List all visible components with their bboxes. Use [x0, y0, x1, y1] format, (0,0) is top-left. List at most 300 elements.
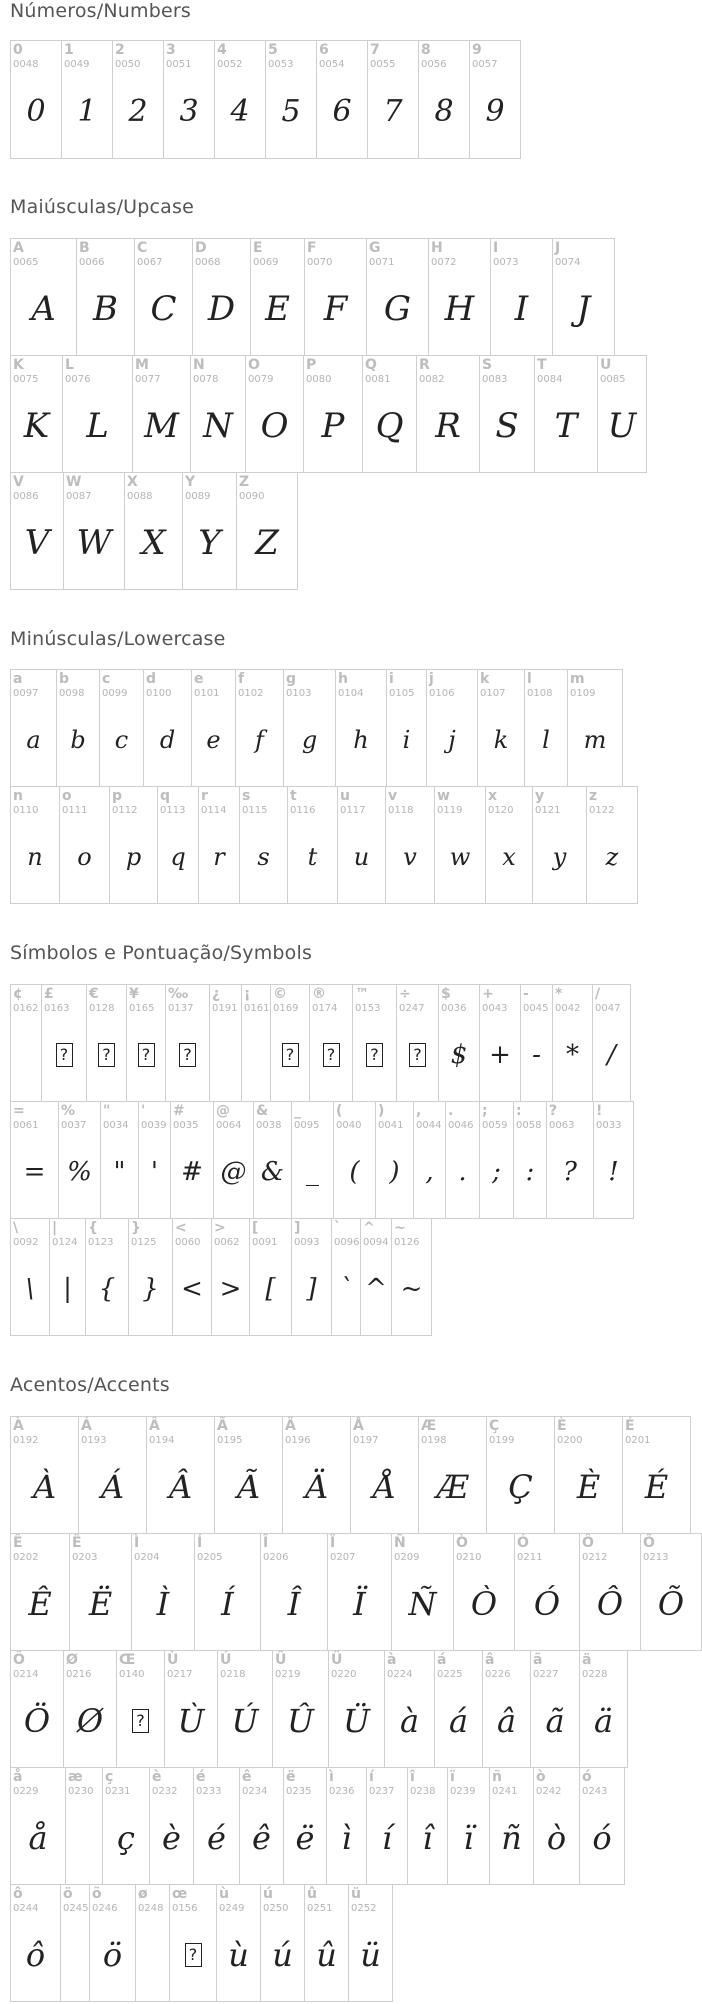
glyph-cell [568, 670, 623, 787]
glyph-sample: d [159, 726, 176, 754]
glyph-cell [487, 1417, 555, 1534]
glyph-cell [292, 1219, 332, 1336]
character-label: ÷ [399, 986, 411, 1002]
glyph-cell [525, 670, 568, 787]
character-code: 0083 [482, 374, 508, 385]
character-label: ~ [394, 1220, 406, 1236]
glyph-grid-row [10, 1416, 691, 1534]
glyph-cell [353, 985, 397, 1102]
character-code: 0077 [135, 374, 161, 385]
glyph-cell [86, 1219, 129, 1336]
glyph-sample: h [353, 726, 369, 754]
missing-glyph-icon: ? [409, 1043, 426, 1067]
glyph-cell [193, 239, 251, 356]
glyph-cell [110, 787, 158, 904]
section-title: Acentos/Accents [10, 1374, 170, 1396]
character-code: 0116 [290, 805, 316, 816]
glyph-cell [448, 1768, 490, 1885]
glyph-sample [42, 1009, 86, 1101]
glyph-cell [361, 1219, 392, 1336]
character-label: Ø [66, 1652, 78, 1668]
character-label: Ê [13, 1535, 23, 1551]
glyph-cell [240, 1768, 284, 1885]
glyph-sample: Ë [88, 1585, 113, 1623]
character-label: ¥ [129, 986, 139, 1002]
character-code: 0217 [167, 1669, 193, 1680]
glyph-sample: Ì [156, 1585, 170, 1623]
glyph-cell [63, 356, 133, 473]
glyph-cell [11, 1885, 61, 2002]
character-label: b [59, 671, 70, 687]
character-label: r [201, 788, 208, 804]
character-label: æ [68, 1769, 83, 1785]
character-code: 0191 [212, 1003, 238, 1014]
glyph-cell [50, 1219, 86, 1336]
glyph-cell [446, 1102, 480, 1219]
character-code: 0165 [129, 1003, 155, 1014]
character-label: g [286, 671, 297, 687]
glyph-sample: ü [360, 1936, 381, 1974]
character-label: â [485, 1652, 495, 1668]
glyph-cell [478, 670, 525, 787]
glyph-sample: 1 [77, 94, 97, 129]
character-label: - [523, 986, 529, 1002]
character-code: 0128 [89, 1003, 115, 1014]
character-label: ! [596, 1103, 603, 1119]
glyph-sample: Ê [28, 1585, 52, 1623]
character-label: t [290, 788, 297, 804]
character-label: I [493, 240, 499, 256]
glyph-cell [261, 1885, 305, 2002]
character-label: E [253, 240, 263, 256]
character-code: 0227 [533, 1669, 559, 1680]
character-label: _ [294, 1103, 301, 1119]
character-label: œ [172, 1886, 188, 1902]
section-title: Símbolos e Pontuação/Symbols [10, 942, 313, 964]
glyph-sample: - [532, 1040, 541, 1070]
character-label: V [13, 474, 24, 490]
glyph-sample: à [399, 1702, 420, 1740]
character-code: 0203 [72, 1552, 98, 1563]
glyph-cell [11, 1651, 64, 1768]
character-code: 0074 [555, 257, 581, 268]
character-code: 0034 [103, 1120, 129, 1131]
character-code: 0202 [13, 1552, 39, 1563]
character-label: u [340, 788, 350, 804]
glyph-cell [103, 1768, 150, 1885]
character-code: 0247 [399, 1003, 425, 1014]
glyph-grid-row [10, 1767, 625, 1885]
character-code: 0234 [242, 1786, 268, 1797]
character-label: Á [81, 1418, 92, 1434]
glyph-cell [61, 1885, 90, 2002]
character-code: 0249 [219, 1903, 245, 1914]
glyph-sample: ë [295, 1819, 315, 1857]
character-code: 0071 [369, 257, 395, 268]
character-code: 0033 [596, 1120, 622, 1131]
glyph-sample: x [502, 843, 516, 871]
glyph-sample: : [525, 1157, 535, 1187]
glyph-sample: / [607, 1040, 616, 1070]
glyph-cell [87, 985, 127, 1102]
character-label: k [480, 671, 490, 687]
glyph-cell [480, 1102, 514, 1219]
glyph-sample: N [203, 406, 233, 446]
glyph-cell [329, 1651, 385, 1768]
glyph-cell [62, 41, 113, 159]
character-label: Ï [330, 1535, 336, 1551]
character-code: 0080 [306, 374, 332, 385]
glyph-sample: 6 [332, 94, 352, 129]
character-code: 0104 [338, 688, 364, 699]
glyph-cell [386, 787, 435, 904]
character-label: ø [138, 1886, 148, 1902]
glyph-cell [454, 1534, 515, 1651]
glyph-cell [66, 1768, 103, 1885]
glyph-cell [57, 670, 100, 787]
glyph-sample: Ù [177, 1702, 205, 1740]
glyph-cell [480, 356, 535, 473]
character-code: 0201 [625, 1435, 651, 1446]
character-code: 0114 [201, 805, 227, 816]
glyph-grid-row [10, 40, 521, 159]
glyph-grid-row [10, 984, 631, 1102]
glyph-cell [101, 1102, 139, 1219]
glyph-cell [139, 1102, 171, 1219]
glyph-sample: V [24, 523, 50, 563]
character-code: 0096 [334, 1237, 360, 1248]
character-label: Y [185, 474, 196, 490]
glyph-cell [490, 1768, 534, 1885]
glyph-cell [486, 787, 533, 904]
glyph-cell [136, 1885, 170, 2002]
character-label: ( [336, 1103, 343, 1119]
character-code: 0087 [66, 491, 92, 502]
glyph-sample: " [113, 1157, 126, 1187]
character-label: R [419, 357, 430, 373]
glyph-cell [349, 1885, 393, 2002]
glyph-cell [480, 985, 521, 1102]
glyph-cell [598, 356, 647, 473]
glyph-sample: Ú [231, 1702, 259, 1740]
glyph-cell [113, 41, 164, 159]
character-label: W [66, 474, 82, 490]
glyph-cell [414, 1102, 446, 1219]
character-label: v [388, 788, 398, 804]
character-label: Å [353, 1418, 364, 1434]
character-label: B [79, 240, 90, 256]
glyph-cell [158, 787, 199, 904]
glyph-sample: % [67, 1157, 92, 1187]
glyph-cell [531, 1651, 580, 1768]
glyph-sample: 3 [179, 94, 199, 129]
character-label: p [112, 788, 123, 804]
character-code: 0210 [456, 1552, 482, 1563]
character-label: È [557, 1418, 567, 1434]
section-title: Maiúsculas/Upcase [10, 196, 195, 218]
glyph-sample: ( [349, 1157, 360, 1187]
character-code: 0036 [441, 1003, 467, 1014]
glyph-cell [132, 1534, 195, 1651]
character-label: < [175, 1220, 187, 1236]
glyph-cell [11, 670, 57, 787]
character-label: P [306, 357, 317, 373]
glyph-cell [127, 985, 166, 1102]
character-code: 0054 [319, 59, 345, 70]
character-code: 0063 [549, 1120, 575, 1131]
glyph-sample: ' [150, 1157, 159, 1187]
glyph-sample: Y [198, 523, 221, 563]
glyph-cell [419, 1417, 487, 1534]
glyph-cell [435, 1651, 483, 1768]
glyph-cell [214, 1102, 254, 1219]
character-code: 0218 [220, 1669, 246, 1680]
glyph-sample: ~ [400, 1274, 423, 1304]
glyph-cell [470, 41, 521, 159]
glyph-cell [125, 473, 183, 590]
character-code: 0205 [197, 1552, 223, 1563]
character-code: 0233 [196, 1786, 222, 1797]
character-code: 0090 [239, 491, 265, 502]
character-code: 0046 [448, 1120, 474, 1131]
character-code: 0163 [44, 1003, 70, 1014]
character-code: 0042 [555, 1003, 581, 1014]
glyph-cell [271, 985, 310, 1102]
glyph-cell [246, 356, 304, 473]
character-code: 0219 [275, 1669, 301, 1680]
glyph-cell [553, 239, 615, 356]
character-code: 0245 [63, 1903, 89, 1914]
glyph-cell [266, 41, 317, 159]
character-code: 0078 [193, 374, 219, 385]
glyph-cell [367, 1768, 408, 1885]
glyph-sample: Ï [353, 1585, 366, 1623]
character-label: \ [13, 1220, 19, 1236]
glyph-cell [305, 1885, 349, 2002]
character-code: 0069 [253, 257, 279, 268]
glyph-sample: ñ [501, 1819, 522, 1857]
glyph-grid-row [10, 1533, 702, 1651]
character-code: 0110 [13, 805, 39, 816]
glyph-sample: G [383, 289, 412, 329]
character-label: N [193, 357, 205, 373]
glyph-sample [66, 1792, 102, 1884]
glyph-cell [59, 1102, 101, 1219]
character-label: Ë [72, 1535, 82, 1551]
character-label: Ì [134, 1535, 140, 1551]
character-label: ^ [363, 1220, 375, 1236]
character-label: ¡ [244, 986, 251, 1002]
glyph-cell [439, 985, 480, 1102]
character-label: € [89, 986, 99, 1002]
glyph-cell [594, 1102, 634, 1219]
character-label: h [338, 671, 348, 687]
character-label: i [389, 671, 394, 687]
character-label: ú [263, 1886, 273, 1902]
character-label: 1 [64, 42, 74, 58]
character-code: 0199 [489, 1435, 515, 1446]
glyph-cell [553, 985, 593, 1102]
glyph-sample [117, 1675, 164, 1767]
glyph-sample: ú [272, 1936, 293, 1974]
character-label: ü [351, 1886, 361, 1902]
character-code: 0095 [294, 1120, 320, 1131]
character-code: 0057 [472, 59, 498, 70]
glyph-cell [11, 787, 60, 904]
character-label: ' [141, 1103, 146, 1119]
character-code: 0043 [482, 1003, 508, 1014]
character-code: 0047 [595, 1003, 621, 1014]
glyph-cell [332, 1219, 361, 1336]
character-code: 0108 [527, 688, 553, 699]
glyph-sample: J [576, 289, 591, 329]
character-label: X [127, 474, 138, 490]
glyph-cell [397, 985, 439, 1102]
character-label: ê [242, 1769, 252, 1785]
character-code: 0225 [437, 1669, 463, 1680]
character-code: 0092 [13, 1237, 39, 1248]
character-code: 0070 [307, 257, 333, 268]
glyph-sample: K [23, 406, 50, 446]
glyph-cell [514, 1102, 547, 1219]
character-code: 0055 [370, 59, 396, 70]
glyph-sample: 7 [383, 94, 403, 129]
character-code: 0209 [394, 1552, 420, 1563]
character-label: e [194, 671, 204, 687]
glyph-grid-row [10, 238, 615, 356]
character-label: x [488, 788, 498, 804]
character-label: Ü [331, 1652, 343, 1668]
glyph-sample: B [93, 289, 118, 329]
character-code: 0084 [537, 374, 563, 385]
glyph-sample [353, 1009, 396, 1101]
glyph-cell [534, 1768, 580, 1885]
glyph-sample: è [162, 1819, 181, 1857]
character-label: 6 [319, 42, 329, 58]
glyph-sample: I [514, 289, 529, 329]
character-label: é [196, 1769, 206, 1785]
character-code: 0062 [214, 1237, 240, 1248]
character-code: 0039 [141, 1120, 167, 1131]
glyph-sample: 9 [485, 94, 505, 129]
glyph-sample: # [181, 1157, 203, 1187]
glyph-cell [171, 1102, 214, 1219]
character-label: 7 [370, 42, 380, 58]
character-label: £ [44, 986, 54, 1002]
glyph-cell [419, 41, 470, 159]
character-label: M [135, 357, 149, 373]
glyph-cell [429, 239, 491, 356]
character-label: c [102, 671, 111, 687]
character-label: ) [378, 1103, 385, 1119]
glyph-sample: Ø [76, 1702, 104, 1740]
character-label: Ú [220, 1652, 232, 1668]
glyph-cell [64, 1651, 117, 1768]
glyph-sample: ì [341, 1819, 352, 1857]
character-code: 0153 [355, 1003, 381, 1014]
glyph-cell [483, 1651, 531, 1768]
glyph-sample: ö [102, 1936, 123, 1974]
glyph-cell [367, 239, 429, 356]
glyph-sample: T [554, 406, 578, 446]
glyph-cell [166, 985, 210, 1102]
character-label: ? [549, 1103, 558, 1119]
character-label: , [416, 1103, 422, 1119]
glyph-sample: Q [375, 406, 404, 446]
character-code: 0037 [61, 1120, 87, 1131]
glyph-cell [147, 1417, 215, 1534]
character-label: # [173, 1103, 185, 1119]
glyph-sample: q [170, 843, 186, 871]
glyph-cell [217, 1885, 261, 2002]
glyph-cell [250, 1219, 292, 1336]
glyph-sample: | [63, 1274, 72, 1304]
glyph-cell [183, 473, 237, 590]
character-code: 0098 [59, 688, 85, 699]
glyph-sample: Î [287, 1585, 301, 1623]
character-label: ì [329, 1769, 334, 1785]
character-label: w [437, 788, 450, 804]
glyph-cell [90, 1885, 136, 2002]
character-code: 0169 [273, 1003, 299, 1014]
glyph-sample: â [496, 1702, 517, 1740]
glyph-cell [305, 239, 367, 356]
missing-glyph-icon: ? [98, 1043, 115, 1067]
character-label: f [238, 671, 245, 687]
character-code: 0101 [194, 688, 220, 699]
glyph-cell [363, 356, 417, 473]
glyph-cell [580, 1534, 641, 1651]
character-code: 0064 [216, 1120, 242, 1131]
character-label: 9 [472, 42, 482, 58]
character-code: 0065 [13, 257, 39, 268]
glyph-cell [580, 1651, 628, 1768]
character-label: d [146, 671, 157, 687]
character-label: À [13, 1418, 24, 1434]
glyph-cell [77, 239, 135, 356]
glyph-cell [641, 1534, 702, 1651]
character-code: 0118 [388, 805, 414, 816]
character-code: 0094 [363, 1237, 389, 1248]
character-code: 0079 [248, 374, 274, 385]
glyph-sample: X [141, 523, 166, 563]
glyph-sample: ; [492, 1157, 501, 1187]
character-label: K [13, 357, 24, 373]
missing-glyph-icon: ? [138, 1043, 155, 1067]
character-code: 0041 [378, 1120, 404, 1131]
character-code: 0099 [102, 688, 128, 699]
glyph-sample: Û [287, 1702, 314, 1740]
glyph-sample: l [542, 726, 550, 754]
glyph-sample: m [583, 726, 607, 754]
character-label: ñ [492, 1769, 502, 1785]
character-code: 0100 [146, 688, 172, 699]
character-code: 0058 [516, 1120, 542, 1131]
glyph-cell [64, 473, 125, 590]
character-code: 0038 [256, 1120, 282, 1131]
glyph-cell [304, 356, 363, 473]
glyph-sample: v [403, 843, 417, 871]
character-code: 0140 [119, 1669, 145, 1680]
character-label: Ò [456, 1535, 468, 1551]
character-label: ] [294, 1220, 301, 1236]
character-code: 0105 [389, 688, 415, 699]
character-code: 0206 [263, 1552, 289, 1563]
glyph-sample: é [207, 1819, 226, 1857]
character-code: 0086 [13, 491, 39, 502]
glyph-sample [310, 1009, 352, 1101]
character-label: Ö [13, 1652, 25, 1668]
